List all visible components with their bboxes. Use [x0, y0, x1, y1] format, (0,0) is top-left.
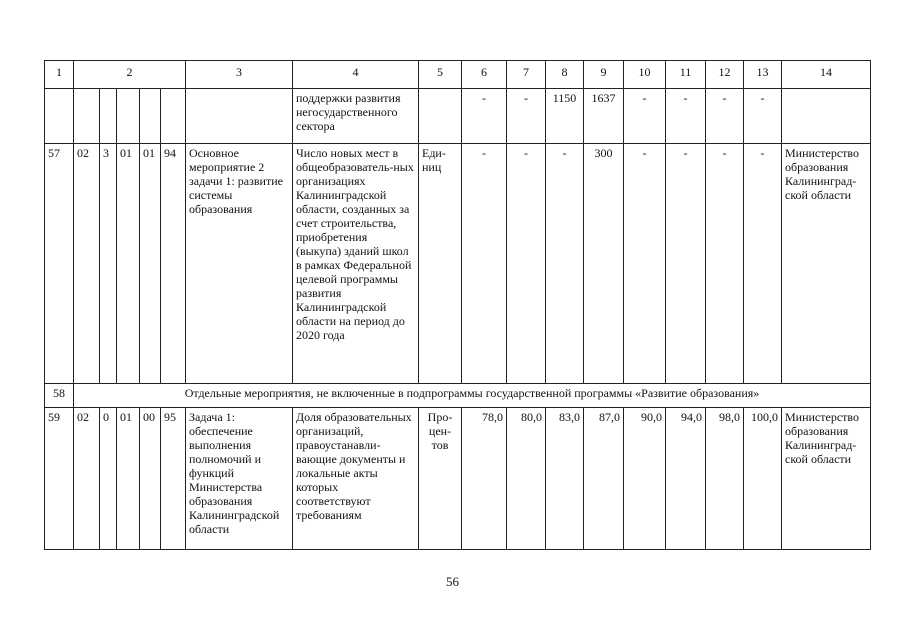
value-cell: - — [666, 144, 706, 384]
value-cell: - — [507, 89, 546, 144]
responsible-cell: Министерство образования Калининград-ской области — [782, 144, 871, 384]
responsible-cell: Министерство образования Калининград-ской области — [782, 408, 871, 550]
header-cell: 3 — [186, 61, 293, 89]
value-cell: 94,0 — [666, 408, 706, 550]
header-row — [45, 61, 871, 89]
code-cell — [100, 89, 117, 144]
header-cell: 2 — [74, 61, 186, 89]
value-cell: 83,0 — [546, 408, 584, 550]
value-cell: - — [706, 89, 744, 144]
indicator-cell: Число новых мест в общеобразователь-ных организациях Калининградской области, созданных за счет строительства, приобретения (выкупа) зданий школ в рамках Федеральной целевой программы развития Калининградской области на период до 2020 года — [293, 144, 419, 384]
header-cell: 8 — [546, 61, 584, 89]
event-cell — [186, 89, 293, 144]
code-cell — [74, 89, 100, 144]
header-cell: 4 — [293, 61, 419, 89]
unit-cell — [419, 89, 462, 144]
program-indicators-table — [44, 60, 871, 550]
header-cell: 1 — [45, 61, 74, 89]
value-cell: 1150 — [546, 89, 584, 144]
header-cell: 12 — [706, 61, 744, 89]
responsible-cell — [782, 89, 871, 144]
code-cell — [140, 89, 161, 144]
value-cell: - — [624, 144, 666, 384]
code-cell: 94 — [161, 144, 186, 384]
code-cell: 02 — [74, 408, 100, 550]
header-cell: 11 — [666, 61, 706, 89]
header-cell: 14 — [782, 61, 871, 89]
row-number-cell — [45, 89, 74, 144]
code-cell: 01 — [117, 144, 140, 384]
value-cell: - — [624, 89, 666, 144]
event-cell: Основное мероприятие 2 задачи 1: развитие системы образования — [186, 144, 293, 384]
event-cell: Задача 1: обеспечение выполнения полномочий и функций Министерства образования Калининградской области — [186, 408, 293, 550]
value-cell: 100,0 — [744, 408, 782, 550]
value-cell: - — [744, 144, 782, 384]
table-row — [45, 89, 871, 144]
value-cell: 300 — [584, 144, 624, 384]
value-cell: - — [744, 89, 782, 144]
value-cell: 80,0 — [507, 408, 546, 550]
code-cell: 3 — [100, 144, 117, 384]
unit-cell: Еди-ниц — [419, 144, 462, 384]
page-number: 56 — [446, 574, 459, 589]
code-cell: 01 — [117, 408, 140, 550]
code-cell: 0 — [100, 408, 117, 550]
value-cell: - — [546, 144, 584, 384]
section-title-cell: Отдельные мероприятия, не включенные в подпрограммы государственной программы «Развитие образования» — [74, 384, 871, 408]
code-cell — [117, 89, 140, 144]
table-row — [45, 384, 871, 408]
table-row — [45, 408, 871, 550]
value-cell: - — [462, 144, 507, 384]
value-cell: 90,0 — [624, 408, 666, 550]
value-cell: - — [666, 89, 706, 144]
code-cell: 01 — [140, 144, 161, 384]
code-cell — [161, 89, 186, 144]
code-cell: 00 — [140, 408, 161, 550]
value-cell: 78,0 — [462, 408, 507, 550]
header-cell: 6 — [462, 61, 507, 89]
header-cell: 7 — [507, 61, 546, 89]
indicator-cell: поддержки развития негосударственного сектора — [293, 89, 419, 144]
header-cell: 10 — [624, 61, 666, 89]
code-cell: 02 — [74, 144, 100, 384]
table-row — [45, 144, 871, 384]
row-number-cell: 59 — [45, 408, 74, 550]
value-cell: - — [507, 144, 546, 384]
value-cell: 87,0 — [584, 408, 624, 550]
code-cell: 95 — [161, 408, 186, 550]
header-cell: 5 — [419, 61, 462, 89]
header-cell: 13 — [744, 61, 782, 89]
value-cell: 1637 — [584, 89, 624, 144]
unit-cell: Про-цен-тов — [419, 408, 462, 550]
value-cell: 98,0 — [706, 408, 744, 550]
header-cell: 9 — [584, 61, 624, 89]
value-cell: - — [706, 144, 744, 384]
value-cell: - — [462, 89, 507, 144]
indicator-cell: Доля образовательных организаций, правоустанавли-вающие документы и локальные акты которых соответствуют требованиям — [293, 408, 419, 550]
row-number-cell: 57 — [45, 144, 74, 384]
row-number-cell: 58 — [45, 384, 74, 408]
